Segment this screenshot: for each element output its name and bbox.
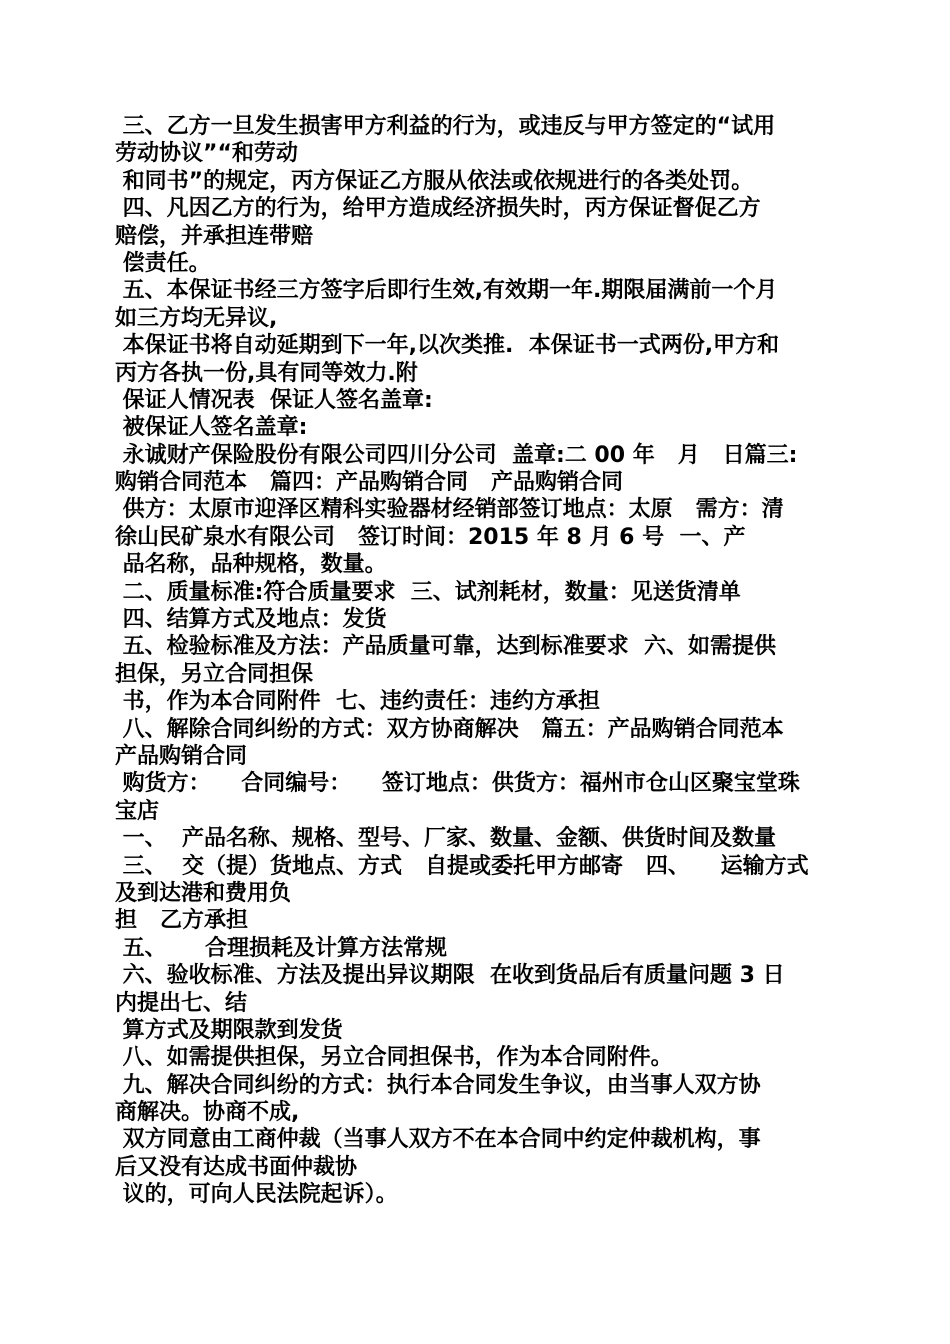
text-line: 八、如需提供担保，另立合同担保书，作为本合同附件。 [115,1045,673,1071]
text-line: 劳动协议”“和劳动 [115,141,298,167]
text-line: 担保，另立合同担保 [115,661,314,687]
text-line: 担 乙方承担 [115,908,248,934]
text-line: 偿责任。 [115,250,211,276]
text-line: 徐山民矿泉水有限公司 签订时间：2015 年 8 月 6 号 一、产 [115,524,746,550]
text-line: 如三方均无异议, [115,305,278,331]
text-line: 永诚财产保险股份有限公司四川分公司 盖章:二 00 年 月 日篇三: [115,442,798,468]
text-line: 赔偿，并承担连带赔 [115,223,314,249]
text-line: 算方式及期限款到发货 [115,1017,343,1043]
text-line: 商解决。协商不成, [115,1100,300,1126]
text-line: 后又没有达成书面仲裁协 [115,1154,358,1180]
text-line: 书，作为本合同附件 七、违约责任：违约方承担 [115,689,600,715]
text-line: 一、 产品名称、规格、型号、厂家、数量、金额、供货时间及数量 [115,826,776,852]
text-line: 八、解除合同纠纷的方式：双方协商解决 篇五：产品购销合同范本 [115,716,784,742]
text-line: 产品购销合同 [115,743,248,769]
text-line: 六、验收标准、方法及提出异议期限 在收到货品后有质量问题 3 日 [115,963,785,989]
text-line: 五、 合理损耗及计算方法常规 [115,935,447,961]
text-line: 内提出七、结 [115,990,248,1016]
text-line: 三、 交（提）货地点、方式 自提或委托甲方邮寄 四、 运输方式 [115,853,809,879]
text-line: 二、质量标准:符合质量要求 三、试剂耗材，数量：见送货清单 [115,579,741,605]
text-line: 议的，可向人民法院起诉）。 [115,1182,398,1208]
text-line: 九、解决合同纠纷的方式：执行本合同发生争议，由当事人双方协 [115,1072,761,1098]
text-line: 被保证人签名盖章: [115,415,308,441]
text-line: 丙方各执一份,具有同等效力.附 [115,360,418,386]
text-line: 购货方： 合同编号： 签订地点：供货方：福州市仓山区聚宝堂珠 [115,771,800,797]
text-line: 本保证书将自动延期到下一年,以次类推. 本保证书一式两份,甲方和 [115,333,780,359]
text-line: 保证人情况表 保证人签名盖章: [115,387,433,413]
text-line: 五、检验标准及方法：产品质量可靠，达到标准要求 六、如需提供 [115,634,776,660]
text-line: 五、本保证书经三方签字后即行生效,有效期一年.期限届满前一个月 [115,278,778,304]
document-body [115,113,840,1209]
text-line: 双方同意由工商仲裁（当事人双方不在本合同中约定仲裁机构，事 [115,1127,761,1153]
text-line: 及到达港和费用负 [115,880,292,906]
text-line: 购销合同范本 篇四：产品购销合同 产品购销合同 [115,470,623,496]
text-line: 品名称，品种规格，数量。 [115,552,387,578]
text-line: 四、凡因乙方的行为，给甲方造成经济损失时，丙方保证督促乙方 [115,196,761,222]
text-line: 三、乙方一旦发生损害甲方利益的行为，或违反与甲方签定的“试用 [115,114,776,139]
text-line: 和同书”的规定，丙方保证乙方服从依法或依规进行的各类处罚。 [115,168,754,194]
text-line: 供方：太原市迎泽区精科实验器材经销部签订地点：太原 需方：清 [115,497,784,523]
text-line: 四、结算方式及地点：发货 [115,607,387,633]
text-line: 宝店 [115,798,160,824]
